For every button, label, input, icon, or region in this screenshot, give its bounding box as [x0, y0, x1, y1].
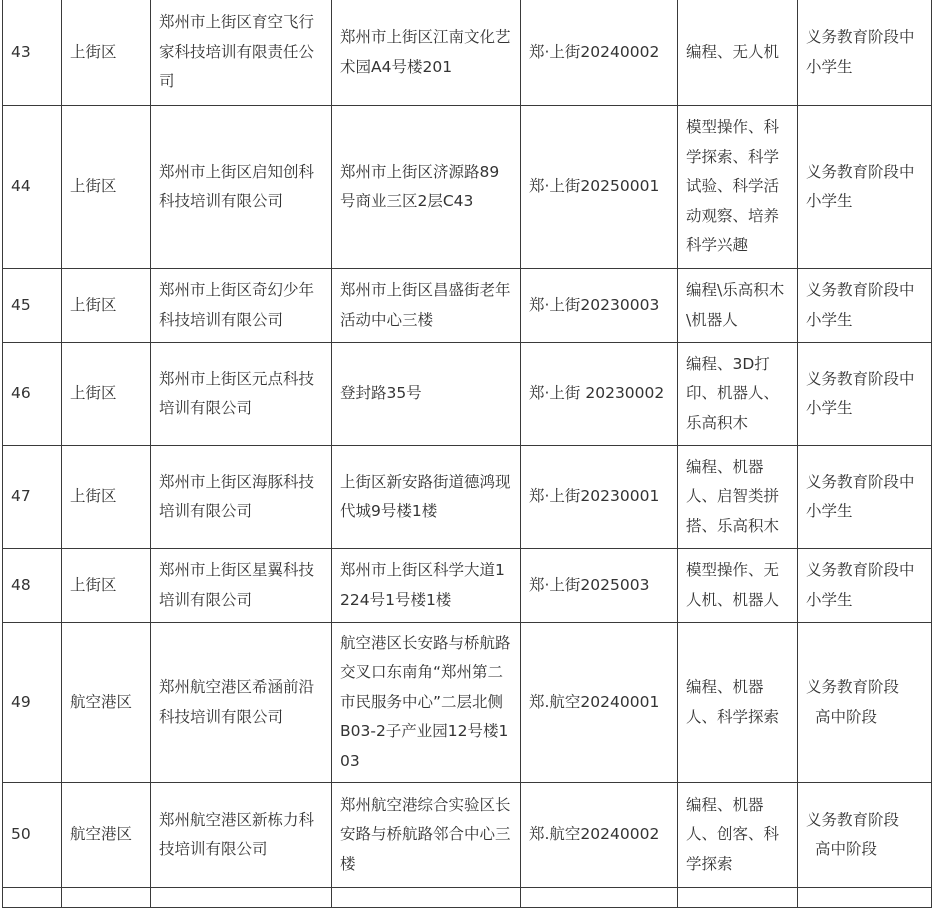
- institution-name-cell: 郑州航空港区希涵前沿科技培训有限公司: [151, 623, 332, 783]
- empty-cell: [332, 888, 521, 908]
- table-body: [3, 0, 932, 908]
- target-grade-primary: 义务教育阶段中小学生: [806, 561, 915, 609]
- license-number-cell: 郑·上街2025003: [521, 549, 678, 623]
- target-grade-primary: 义务教育阶段中小学生: [806, 28, 915, 76]
- target-grade-cell: [798, 269, 932, 343]
- empty-cell: [521, 888, 678, 908]
- district-cell: 上街区: [62, 269, 151, 343]
- license-number-cell: 郑.航空20240001: [521, 623, 678, 783]
- license-number-cell: 郑.航空20240002: [521, 783, 678, 888]
- empty-cell: [62, 888, 151, 908]
- license-number-cell: 郑·上街20230003: [521, 269, 678, 343]
- license-number-cell: 郑·上街 20230002: [521, 343, 678, 446]
- target-grade-cell: [798, 549, 932, 623]
- row-number: 46: [3, 343, 62, 446]
- institution-name-cell: 郑州市上街区星翼科技培训有限公司: [151, 549, 332, 623]
- training-content-cell: 模型操作、无人机、机器人: [678, 549, 798, 623]
- target-grade-cell: [798, 623, 932, 783]
- target-grade-cell: [798, 0, 932, 106]
- address-cell: 郑州市上街区江南文化艺术园A4号楼201: [332, 0, 521, 106]
- address-cell: 航空港区长安路与桥航路交叉口东南角“郑州第二市民服务中心”二层北侧B03-2子产业园12号楼103: [332, 623, 521, 783]
- next-row-edge: [3, 888, 932, 908]
- license-number-cell: 郑·上街20250001: [521, 106, 678, 269]
- target-grade-primary: 义务教育阶段中小学生: [806, 472, 915, 520]
- row-number: 45: [3, 269, 62, 343]
- institution-name-cell: 郑州市上街区奇幻少年科技培训有限公司: [151, 269, 332, 343]
- license-number-cell: 郑·上街20240002: [521, 0, 678, 106]
- target-grade-primary: 义务教育阶段: [806, 678, 900, 696]
- target-grade-primary: 义务教育阶段: [806, 810, 900, 829]
- training-content-cell: 编程、机器人、科学探索: [678, 623, 798, 783]
- target-grade-cell: [798, 783, 932, 888]
- empty-cell: [798, 888, 932, 908]
- row-number: 50: [3, 783, 62, 888]
- license-number-cell: 郑·上街20230001: [521, 446, 678, 549]
- institution-name-cell: 郑州市上街区元点科技培训有限公司: [151, 343, 332, 446]
- row-number: 43: [3, 0, 62, 106]
- address-cell: 郑州航空港综合实验区长安路与桥航路邻合中心三楼: [332, 783, 521, 888]
- target-grade-secondary: 高中阶段: [815, 707, 878, 726]
- district-cell: 上街区: [62, 549, 151, 623]
- target-grade-secondary: 高中阶段: [815, 840, 878, 858]
- target-grade-cell: [798, 343, 932, 446]
- target-grade-cell: [798, 106, 932, 269]
- district-cell: 上街区: [62, 0, 151, 106]
- row-number: 49: [3, 623, 62, 783]
- address-cell: 郑州市上街区昌盛街老年活动中心三楼: [332, 269, 521, 343]
- empty-cell: [3, 888, 62, 908]
- target-grade-primary: 义务教育阶段中小学生: [806, 281, 915, 329]
- empty-cell: [678, 888, 798, 908]
- table-row: [3, 269, 932, 343]
- institution-name-cell: 郑州市上街区海豚科技培训有限公司: [151, 446, 332, 549]
- table-row: [3, 446, 932, 549]
- training-content-cell: 编程、无人机: [678, 0, 798, 106]
- institution-table: [2, 0, 932, 908]
- table-row: [3, 623, 932, 783]
- district-cell: 航空港区: [62, 783, 151, 888]
- table-row: [3, 783, 932, 888]
- table-row: [3, 343, 932, 446]
- institution-name-cell: 郑州市上街区启知创科科技培训有限公司: [151, 106, 332, 269]
- district-cell: 上街区: [62, 106, 151, 269]
- address-cell: 郑州市上街区科学大道1224号1号楼1楼: [332, 549, 521, 623]
- target-grade-primary: 义务教育阶段中小学生: [806, 162, 915, 210]
- training-content-cell: 模型操作、科学探索、科学试验、科学活动观察、培养科学兴趣: [678, 106, 798, 269]
- target-grade-primary: 义务教育阶段中小学生: [806, 369, 915, 417]
- training-content-cell: 编程、机器人、创客、科学探索: [678, 783, 798, 888]
- institution-name-cell: 郑州市上街区育空飞行家科技培训有限责任公司: [151, 0, 332, 106]
- table-row: [3, 0, 932, 106]
- row-number: 48: [3, 549, 62, 623]
- table-row: [3, 106, 932, 269]
- address-cell: 郑州市上街区济源路89号商业三区2层C43: [332, 106, 521, 269]
- training-content-cell: 编程\乐高积木\机器人: [678, 269, 798, 343]
- district-cell: 上街区: [62, 343, 151, 446]
- table-row: [3, 549, 932, 623]
- empty-cell: [151, 888, 332, 908]
- district-cell: 上街区: [62, 446, 151, 549]
- address-cell: 上街区新安路街道德鸿现代城9号楼1楼: [332, 446, 521, 549]
- row-number: 44: [3, 106, 62, 269]
- training-content-cell: 编程、3D打印、机器人、乐高积木: [678, 343, 798, 446]
- district-cell: 航空港区: [62, 623, 151, 783]
- training-content-cell: 编程、机器人、启智类拼搭、乐高积木: [678, 446, 798, 549]
- institution-name-cell: 郑州航空港区新栋力科技培训有限公司: [151, 783, 332, 888]
- address-cell: 登封路35号: [332, 343, 521, 446]
- row-number: 47: [3, 446, 62, 549]
- target-grade-cell: [798, 446, 932, 549]
